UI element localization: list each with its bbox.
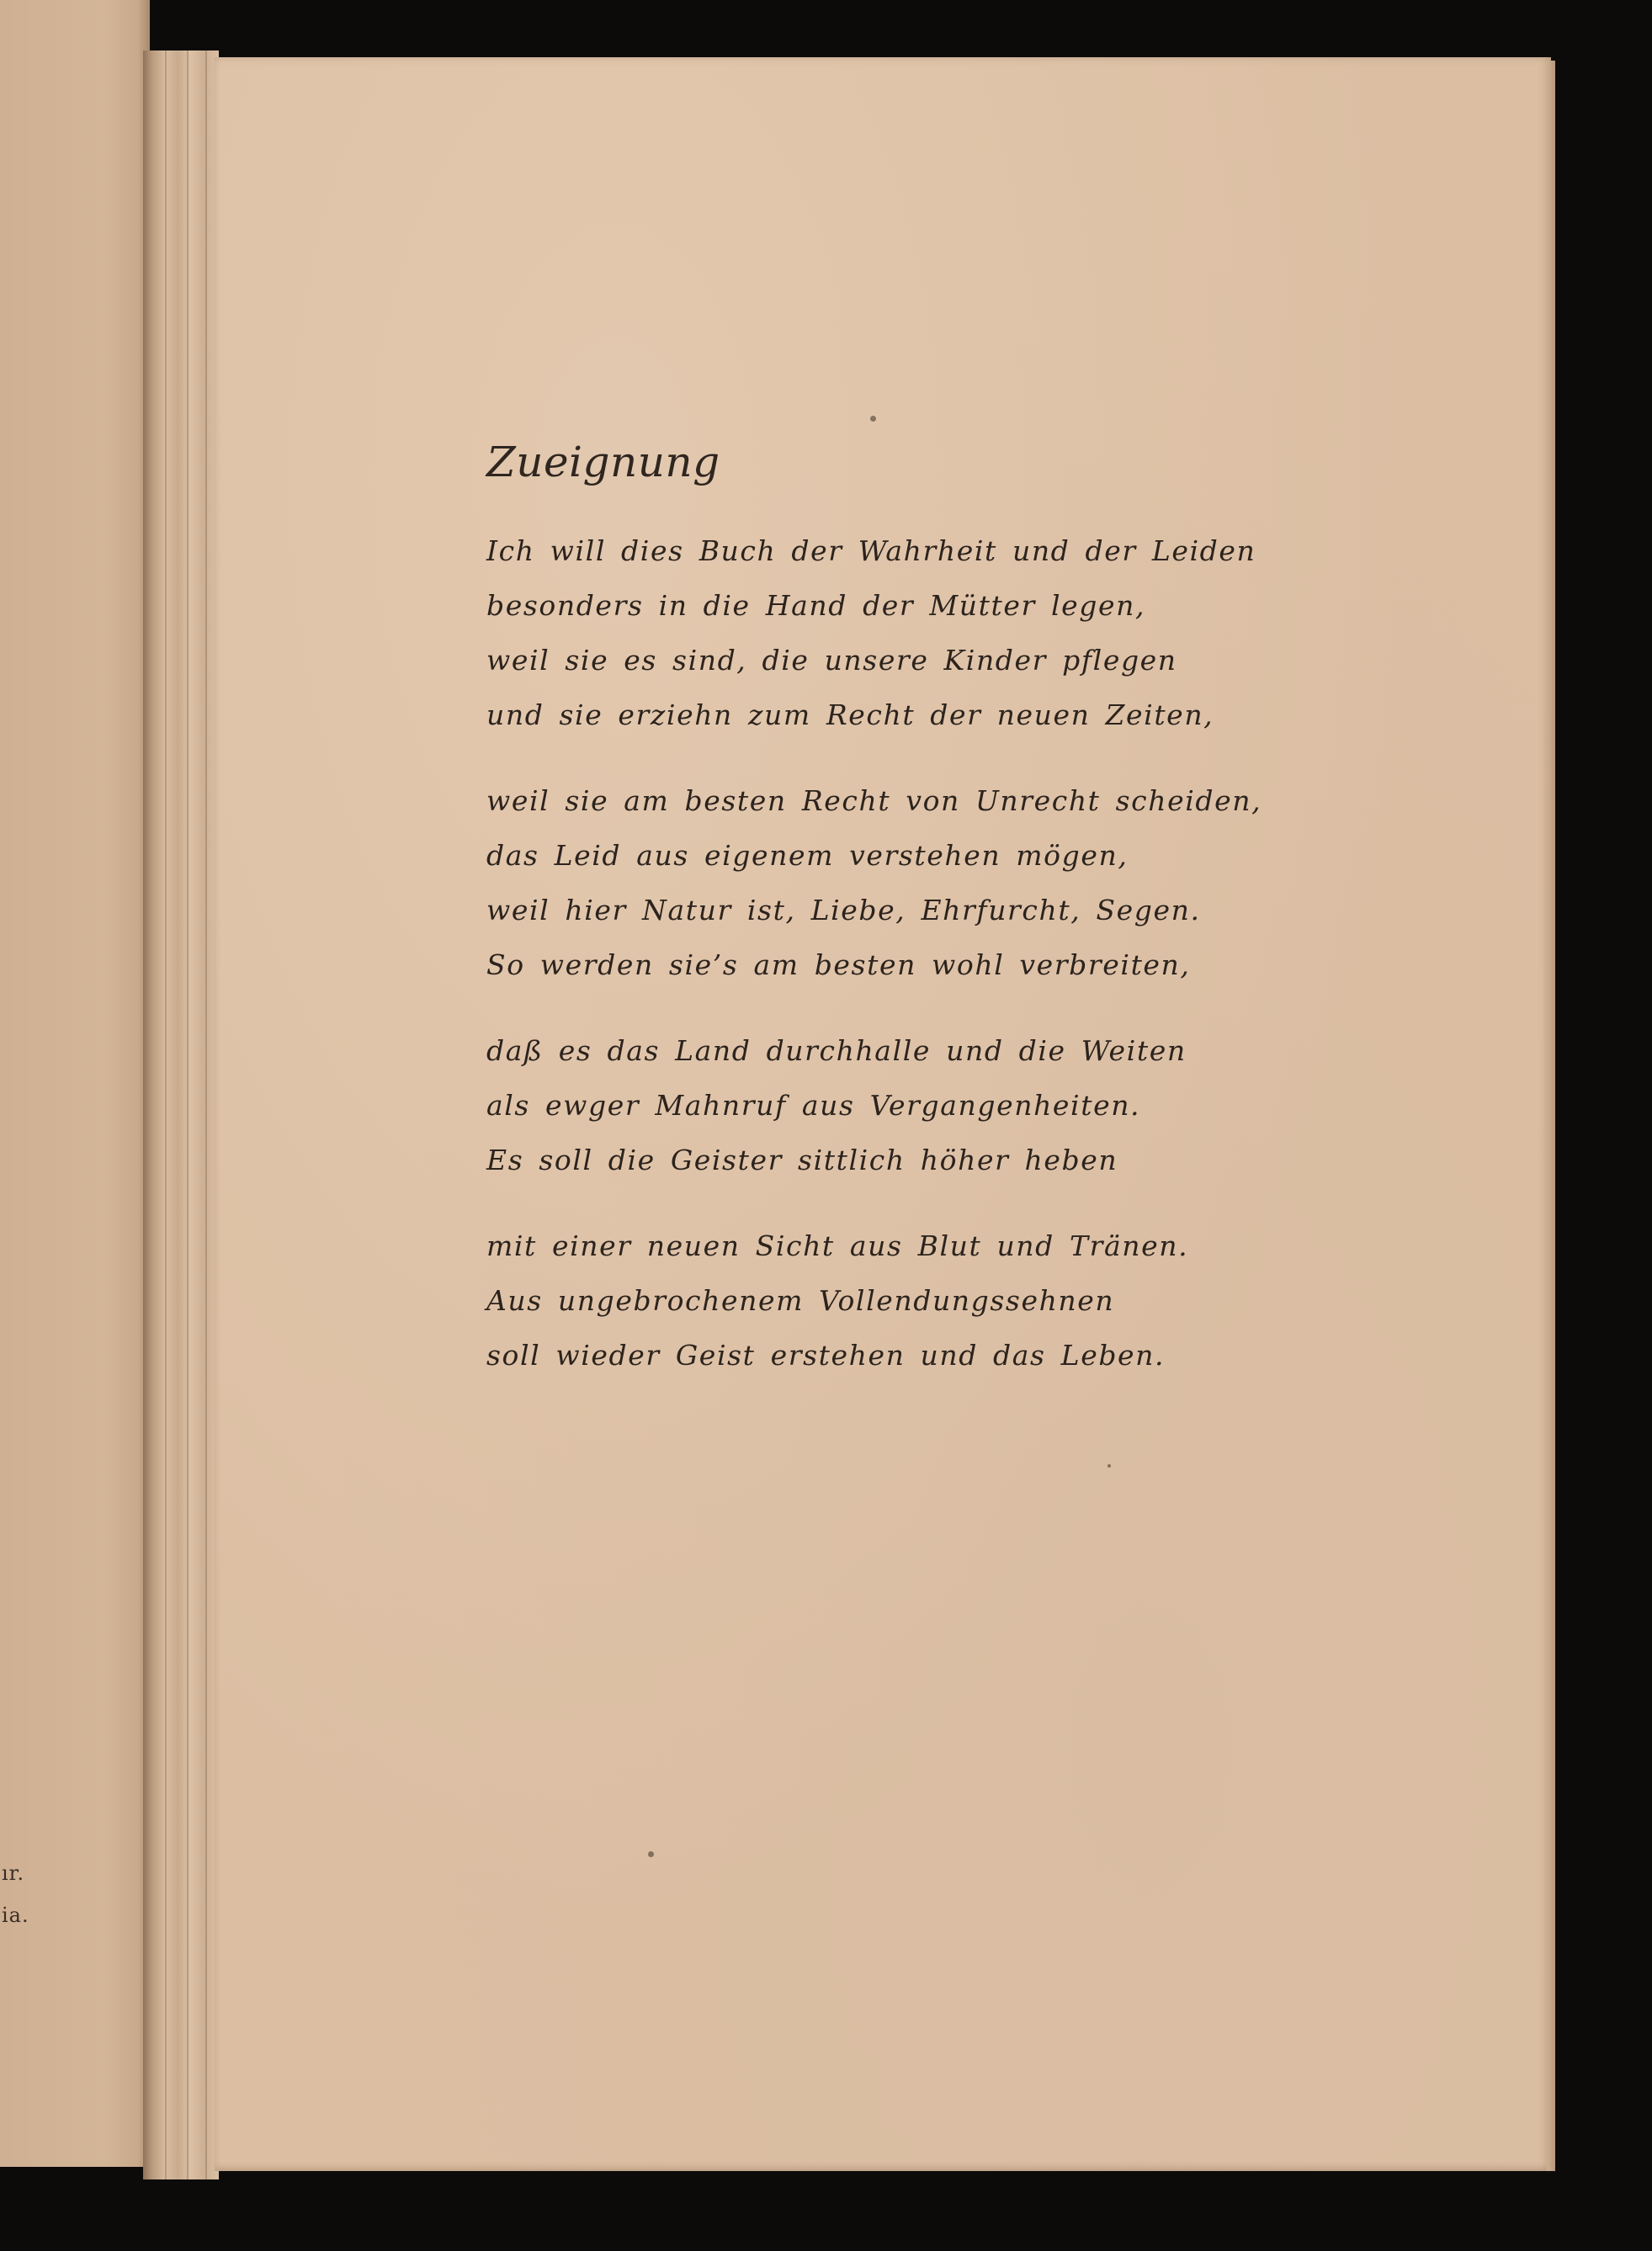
poem-line: weil sie am besten Recht von Unrecht scheiden,	[486, 784, 1262, 817]
poem-line: besonders in die Hand der Mütter legen,	[486, 589, 1146, 622]
poem-line: als ewger Mahnruf aus Vergangenheiten.	[486, 1089, 1141, 1122]
gutter-fold-line	[165, 50, 167, 2179]
poem-stanza-3	[486, 1023, 1261, 1187]
left-page-edge-text-1: ır.	[2, 1861, 25, 1885]
paper-speck	[1108, 1464, 1111, 1468]
poem-line: weil sie es sind, die unsere Kinder pflegen	[486, 644, 1177, 677]
poem-line: Ich will dies Buch der Wahrheit und der Leiden	[486, 534, 1256, 567]
book-gutter	[143, 50, 219, 2179]
poem-line: Aus ungebrochenem Vollendungssehnen	[486, 1284, 1115, 1317]
poem-stanza-1	[486, 523, 1261, 742]
poem-line: das Leid aus eigenem verstehen mögen,	[486, 839, 1129, 872]
page-edge	[1547, 61, 1555, 2171]
poem-stanza-4	[486, 1218, 1261, 1383]
poem-line: daß es das Land durchhalle und die Weiten	[486, 1034, 1187, 1067]
left-facing-page	[0, 0, 150, 2167]
poem-stanza-2	[486, 773, 1261, 992]
left-page-edge-text-2: ia.	[2, 1903, 29, 1927]
poem-body	[486, 523, 1261, 1414]
poem-line: weil hier Natur ist, Liebe, Ehrfurcht, Segen.	[486, 894, 1201, 926]
poem-line: und sie erziehn zum Recht der neuen Zeiten,	[486, 698, 1214, 731]
poem-line: Es soll die Geister sittlich höher heben	[486, 1144, 1118, 1176]
poem-title: Zueignung	[486, 438, 720, 486]
paper-speck	[648, 1851, 654, 1857]
poem-line: So werden sie’s am besten wohl verbreiten,	[486, 948, 1191, 981]
poem-line: soll wieder Geist erstehen und das Leben.	[486, 1339, 1166, 1372]
gutter-fold-line	[205, 50, 207, 2179]
paper-speck	[870, 416, 876, 422]
poem-line: mit einer neuen Sicht aus Blut und Tränen.	[486, 1229, 1189, 1262]
gutter-fold-line	[187, 50, 189, 2179]
